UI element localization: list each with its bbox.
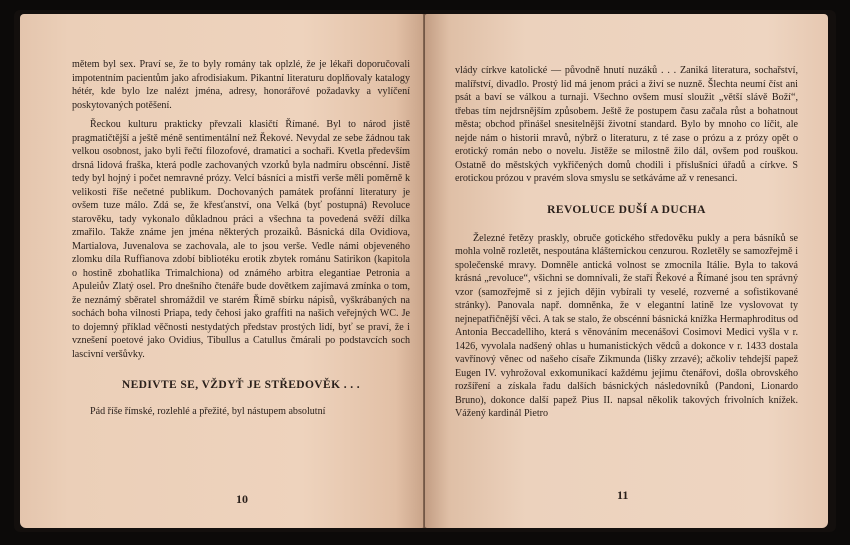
right-page — [425, 14, 828, 528]
book-spread — [14, 10, 836, 532]
left-page-number: 10 — [236, 492, 248, 506]
left-paragraph-3: Pád říše římské, rozlehlé a přežité, byl nástupem absolutní — [90, 406, 326, 417]
right-paragraph-1: vlády církve katolické — původně hnutí nuzáků . . . Zaniká literatura, sochařství, malířství, divadlo. Prostý lid má jenom práci a živí se nuzně. Šlechta neumí číst ani psát a baví se válkou a turnaji. Všechno ovšem musí sloužit „větší slávě Boží“, třebas tím nejdrsnějším způsobem. Ještě že postupem času začala růst a bohatnout města; obchod přinášel snesitelnější životní standard. Bylo by mnoho co líčit, ale nejde nám o historii mravů, nýbrž o literaturu, z té zase o prózu a z prózy opět o erotický román nebo o novelu. Jistěže se milostně žilo dál, ovšem pod rouškou. Ostatně do městských vykřičených domů chodili i příslušníci úřadů a církve. S erotickou prózou v pravém slova smyslu se setkáváme až v renesanci. — [455, 65, 798, 184]
right-paragraph-2: Železné řetězy praskly, obruče gotického středověku pukly a pera básníků se mohla volně rozletět, nespoutána klášternickou cenzurou. Rozletěly se samozřejmě i společenské mravy. Domněle antická volnost se zmocnila Itálie. Byla to taková krásná „revoluce“, všichni se domnívali, že staří Řekové a Římané jsou ten správný vzor (samozřejmě si z jejich dějin vybírali ty veselé, rozverné a sofistikované stránky). Panovala např. domněnka, že v elegantní latině lze vyslovovat ty nejnepatřičnější věci. A tak se stalo, že obscénní básnická knížka Hermaphroditus od Antonia Beccadelliho, která s věnováním mecenášovi Cosimovi Medici vyšla v r. 1426, vyvolala nadšený ohlas u humanistických vědců a dokonce v r. 1433 dostala vavřínový věnec od našeho císaře Zikmunda (lišky zrzavé); ačkoliv tehdejší papež Eugen IV. vyhrožoval exkomunikací každému jejímu čtenářovi, došla obrovského rozšíření a získala řadu dalších básnických následovníků (Pandoni, Lionardo Bruno), dokonce další papež Pius II. napsal několik takových frivolních knížek. Vážený kardinál Pietro — [455, 232, 798, 419]
right-section-heading: REVOLUCE DUŠÍ A DUCHA — [547, 203, 706, 216]
right-page-number: 11 — [617, 488, 629, 502]
left-section-heading: NEDIVTE SE, VŽDYŤ JE STŘEDOVĚK . . . — [121, 379, 361, 391]
left-paragraph-1: mětem byl sex. Praví se, že to byly romány tak oplzlé, že je lékaři doporučovali impotentním pacientům jako afrodisiakum. Pikantní literaturu doplňovaly katalogy hétér, kde bylo lze nalézt jména, adresy, honorářové požadavky a vylíčení poskytovaných potěšení. — [72, 59, 410, 111]
left-page — [20, 14, 424, 528]
left-paragraph-2: Řeckou kulturu prakticky převzali klasičtí Římané. Byl to národ jistě pragmatičtější a ještě méně sentimentální než Řekové. Nevydal ze sebe žádnou tak velkou osobnost, jako byli řečtí filozofové, dramatici a sochaři. Kvetla především drsná lidová fraška, která podle zachovaných vzorků byla nadmíru obscénní. Jistě tedy byl hojný i počet nemravné prózy. Velcí básníci a mistři verše měli poměrně k velikosti říše nečetné publikum. Dochovaných památek profánní literatury je ovšem tuze málo. Zdá se, že křesťanství, ona Velká (byť postupná) Revoluce starověku, tady vykonalo důkladnou práci a všechna ta povedená svěží dílka zmařilo. Takže známe jen jména některých prozaiků. Básnická díla Ovidiova, Martialova, Juvenalova se zachovala, ale to jsou verše. Vedle námi objeveného zlomku díla Ruffianova zdobí bibliotéku erotik zbytek románu Satirikon (kapitola o hostině zbohatlíka Trimalchiona) od známého arbitra elegantiae Petronia a Apuleiův Zlatý osel. Pro dnešního čtenáře bude dovětkem zajímavá zmínka o tom, že neznámý sběratel shromáždil ve starém Římě sbírku nápisů, vyškrábaných na sochách boha vilnosti Priapa, tedy čehosi jako graffiti na našich veřejných WC. Je to dojemný příklad věčnosti nestydatých představ prostých lidí, byť se praví, že i vznešení poetové jako Ovidius, Tibullus a Catullus čmárali po podstavcích soch lascivní veršůvky. — [72, 119, 410, 360]
